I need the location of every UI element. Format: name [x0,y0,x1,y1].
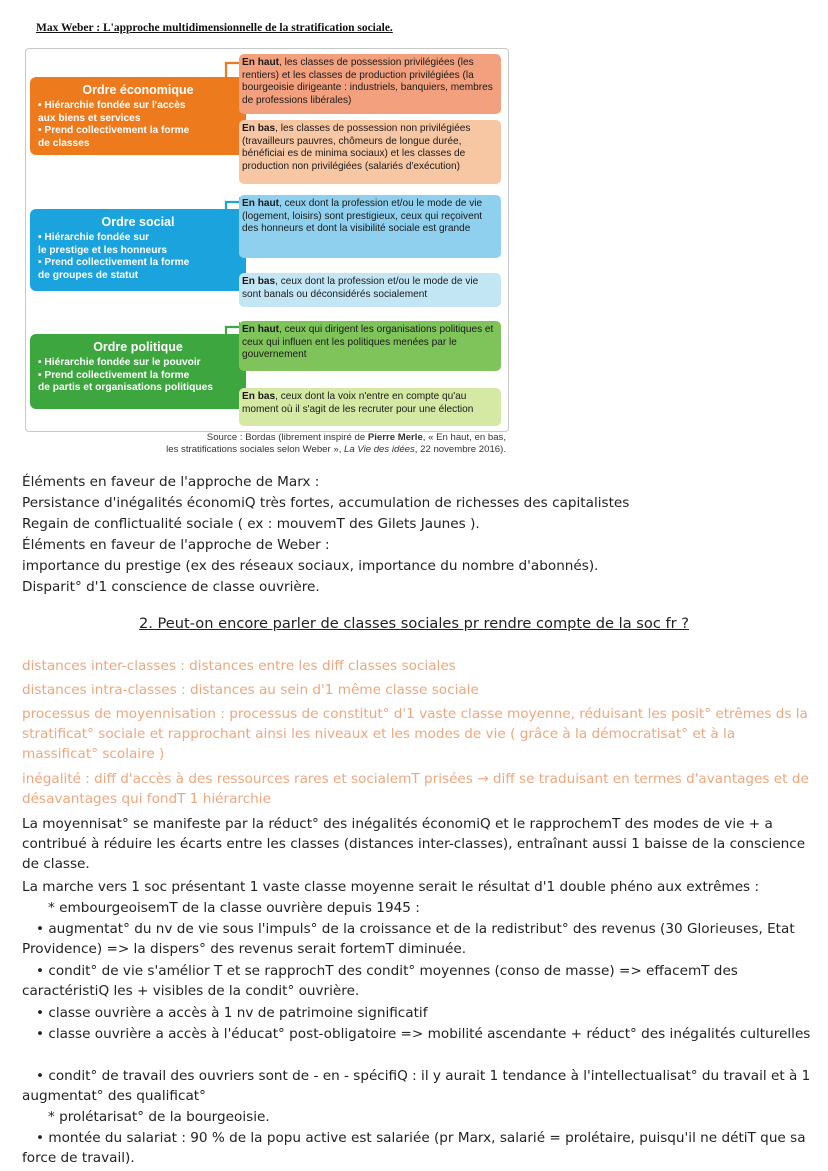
politic-top-text: , ceux qui dirigent les organisations politiques et ceux qui influen ent les politiques menées par le gouvernement [242,324,494,361]
social-top-text: , ceux dont la profession et/ou le mode de vie (logement, loisirs) sont prestigieux, ceux qui reçoivent des honneurs et dont la visibilité sociale est grande [242,198,483,235]
definition-line: inégalité : diff d'accès à des ressources rares et socialemT prisées → diff se traduisant en termes d'avantages et de désavantages qui fondT 1 hiérarchie [22,771,809,807]
order-social-line: le prestige et les honneurs [38,244,168,256]
order-economic-box [30,77,246,155]
econ-top-text: , les classes de possession privilégiées (les rentiers) et les classes de production privilégiées (la bourgeoisie dirigeante : industriels, banquiers, membres de professions libérales) [242,57,493,107]
source-author: Pierre Merle [367,432,423,443]
order-economic-line: • Prend collectivement la forme [38,125,190,136]
order-politic-box [30,334,246,409]
politic-top-box [239,321,501,371]
subheading: * prolétarisat° de la bourgeoisie. [48,1109,270,1125]
order-politic-title: Ordre politique [93,340,183,354]
text-line: Éléments en faveur de l'approche de Marx : [22,474,320,490]
definition-line: processus de moyennisation : processus de constitut° d'1 vaste classe moyenne, réduisant les posit° etrêmes ds la stratificat° sociale et rapprochant ainsi les niveaux et les modes de vie ( grâce à la démocratisat° et à la massificat° scolaire ) [22,706,808,762]
social-bottom-strong: En bas [242,276,276,287]
source-text: , 22 novembre 2016). [414,444,506,455]
order-social-title: Ordre social [101,215,175,229]
source-text: les stratifications sociales selon Weber », [166,444,345,455]
order-social-line: de groupes de statut [38,269,139,281]
section-title: 2. Peut-on encore parler de classes sociales pr rendre compte de la soc fr ? [138,615,690,632]
social-top-box [239,195,501,258]
order-social-box [30,209,246,291]
bullet-item: • condit° de vie s'amélior T et se rapprochT des condit° moyennes (conso de masse) => effacemT des caractéristiQ les + visibles de la condit° ouvrière. [22,963,738,999]
definition-line: distances intra-classes : distances au sein d'1 même classe sociale [22,682,479,698]
bullet-item: • condit° de travail des ouvriers sont de - en - spécifiQ : il y aurait 1 tendance à l'intellectualisat° du travail et à 1 augmentat° des qualificat° [22,1068,811,1104]
text-line: Éléments en faveur de l'approche de Weber : [22,537,330,553]
order-economic-line: de classes [38,137,90,149]
social-top-strong: En haut [242,198,280,209]
econ-top-box [239,54,501,114]
paragraph: La moyennisat° se manifeste par la réduct° des inégalités économiQ et le rapprochemT des modes de vie + a contribué à réduire les écarts entre les classes (distances inter-classes), entraînant aussi 1 baisse de la conscience de classe. [22,816,806,872]
text-line: Disparit° d'1 conscience de classe ouvrière. [22,579,320,595]
bullet-item: • classe ouvrière a accès à 1 nv de patrimoine significatif [36,1005,428,1021]
social-bottom-box [239,273,501,307]
order-politic-line: • Prend collectivement la forme [38,369,190,381]
econ-bottom-text: , les classes de possession non privilégiées (travailleurs pauvres, chômeurs de longue durée, bénéficiai es de minima sociaux) et les classes de production non privilégiées (salariés d'exécution) [242,123,471,173]
document-title: Max Weber : L'approche multidimensionnelle de la stratification sociale. [36,22,393,34]
figure-source [100,432,506,456]
econ-bottom-box [239,120,501,184]
order-economic-line: • Hiérarchie fondée sur l'accès [38,100,186,111]
order-economic-line: aux biens et services [38,112,141,124]
econ-top-strong: En haut [242,57,280,68]
politic-top-strong: En haut [242,324,280,335]
order-social-line: • Prend collectivement la forme [38,257,190,268]
text-line: Regain de conflictualité sociale ( ex : mouvemT des Gilets Jaunes ). [22,516,480,532]
politic-bottom-strong: En bas [242,391,276,402]
subheading: * embourgeoisemT de la classe ouvrière depuis 1945 : [48,900,420,916]
politic-bottom-text: , ceux dont la voix n'entre en compte qu'au moment où il s'agit de les recruter pour une élection [242,391,474,415]
econ-bottom-strong: En bas [242,123,276,134]
source-text: , « En haut, en bas, [422,432,506,443]
definition-line: distances inter-classes : distances entre les diff classes sociales [22,658,456,674]
text-line: importance du prestige (ex des réseaux sociaux, importance du nombre d'abonnés). [22,558,599,574]
order-politic-line: • Hiérarchie fondée sur le pouvoir [38,357,201,368]
bullet-item: • montée du salariat : 90 % de la popu active est salariée (pr Marx, salarié = prolétaire, puisqu'il ne détiT que sa force de travail). [22,1130,806,1166]
text-line: Persistance d'inégalités économiQ très fortes, accumulation de richesses des capitalistes [22,495,630,511]
stratification-figure [25,48,509,432]
social-bottom-text: , ceux dont la profession et/ou le mode de vie sont banals ou déconsidérés socialement [242,276,479,300]
order-social-line: • Hiérarchie fondée sur [38,232,150,243]
order-politic-line: de partis et organisations politiques [38,382,213,393]
paragraph: La marche vers 1 soc présentant 1 vaste classe moyenne serait le résultat d'1 double phéno aux extrêmes : [22,879,760,895]
source-journal: La Vie des idées [344,444,415,455]
bullet-item: • augmentat° du nv de vie sous l'impuls° de la croissance et de la redistribut° des revenus (30 Glorieuses, Etat Providence) => la dispers° des revenus serait fortemT diminuée. [22,921,795,957]
order-economic-title: Ordre économique [82,83,194,97]
bullet-item: • classe ouvrière a accès à l'éducat° post-obligatoire => mobilité ascendante + réduct° des inégalités culturelles [36,1026,811,1042]
source-text: Source : Bordas (librement inspiré de [206,432,368,443]
politic-bottom-box [239,388,501,426]
